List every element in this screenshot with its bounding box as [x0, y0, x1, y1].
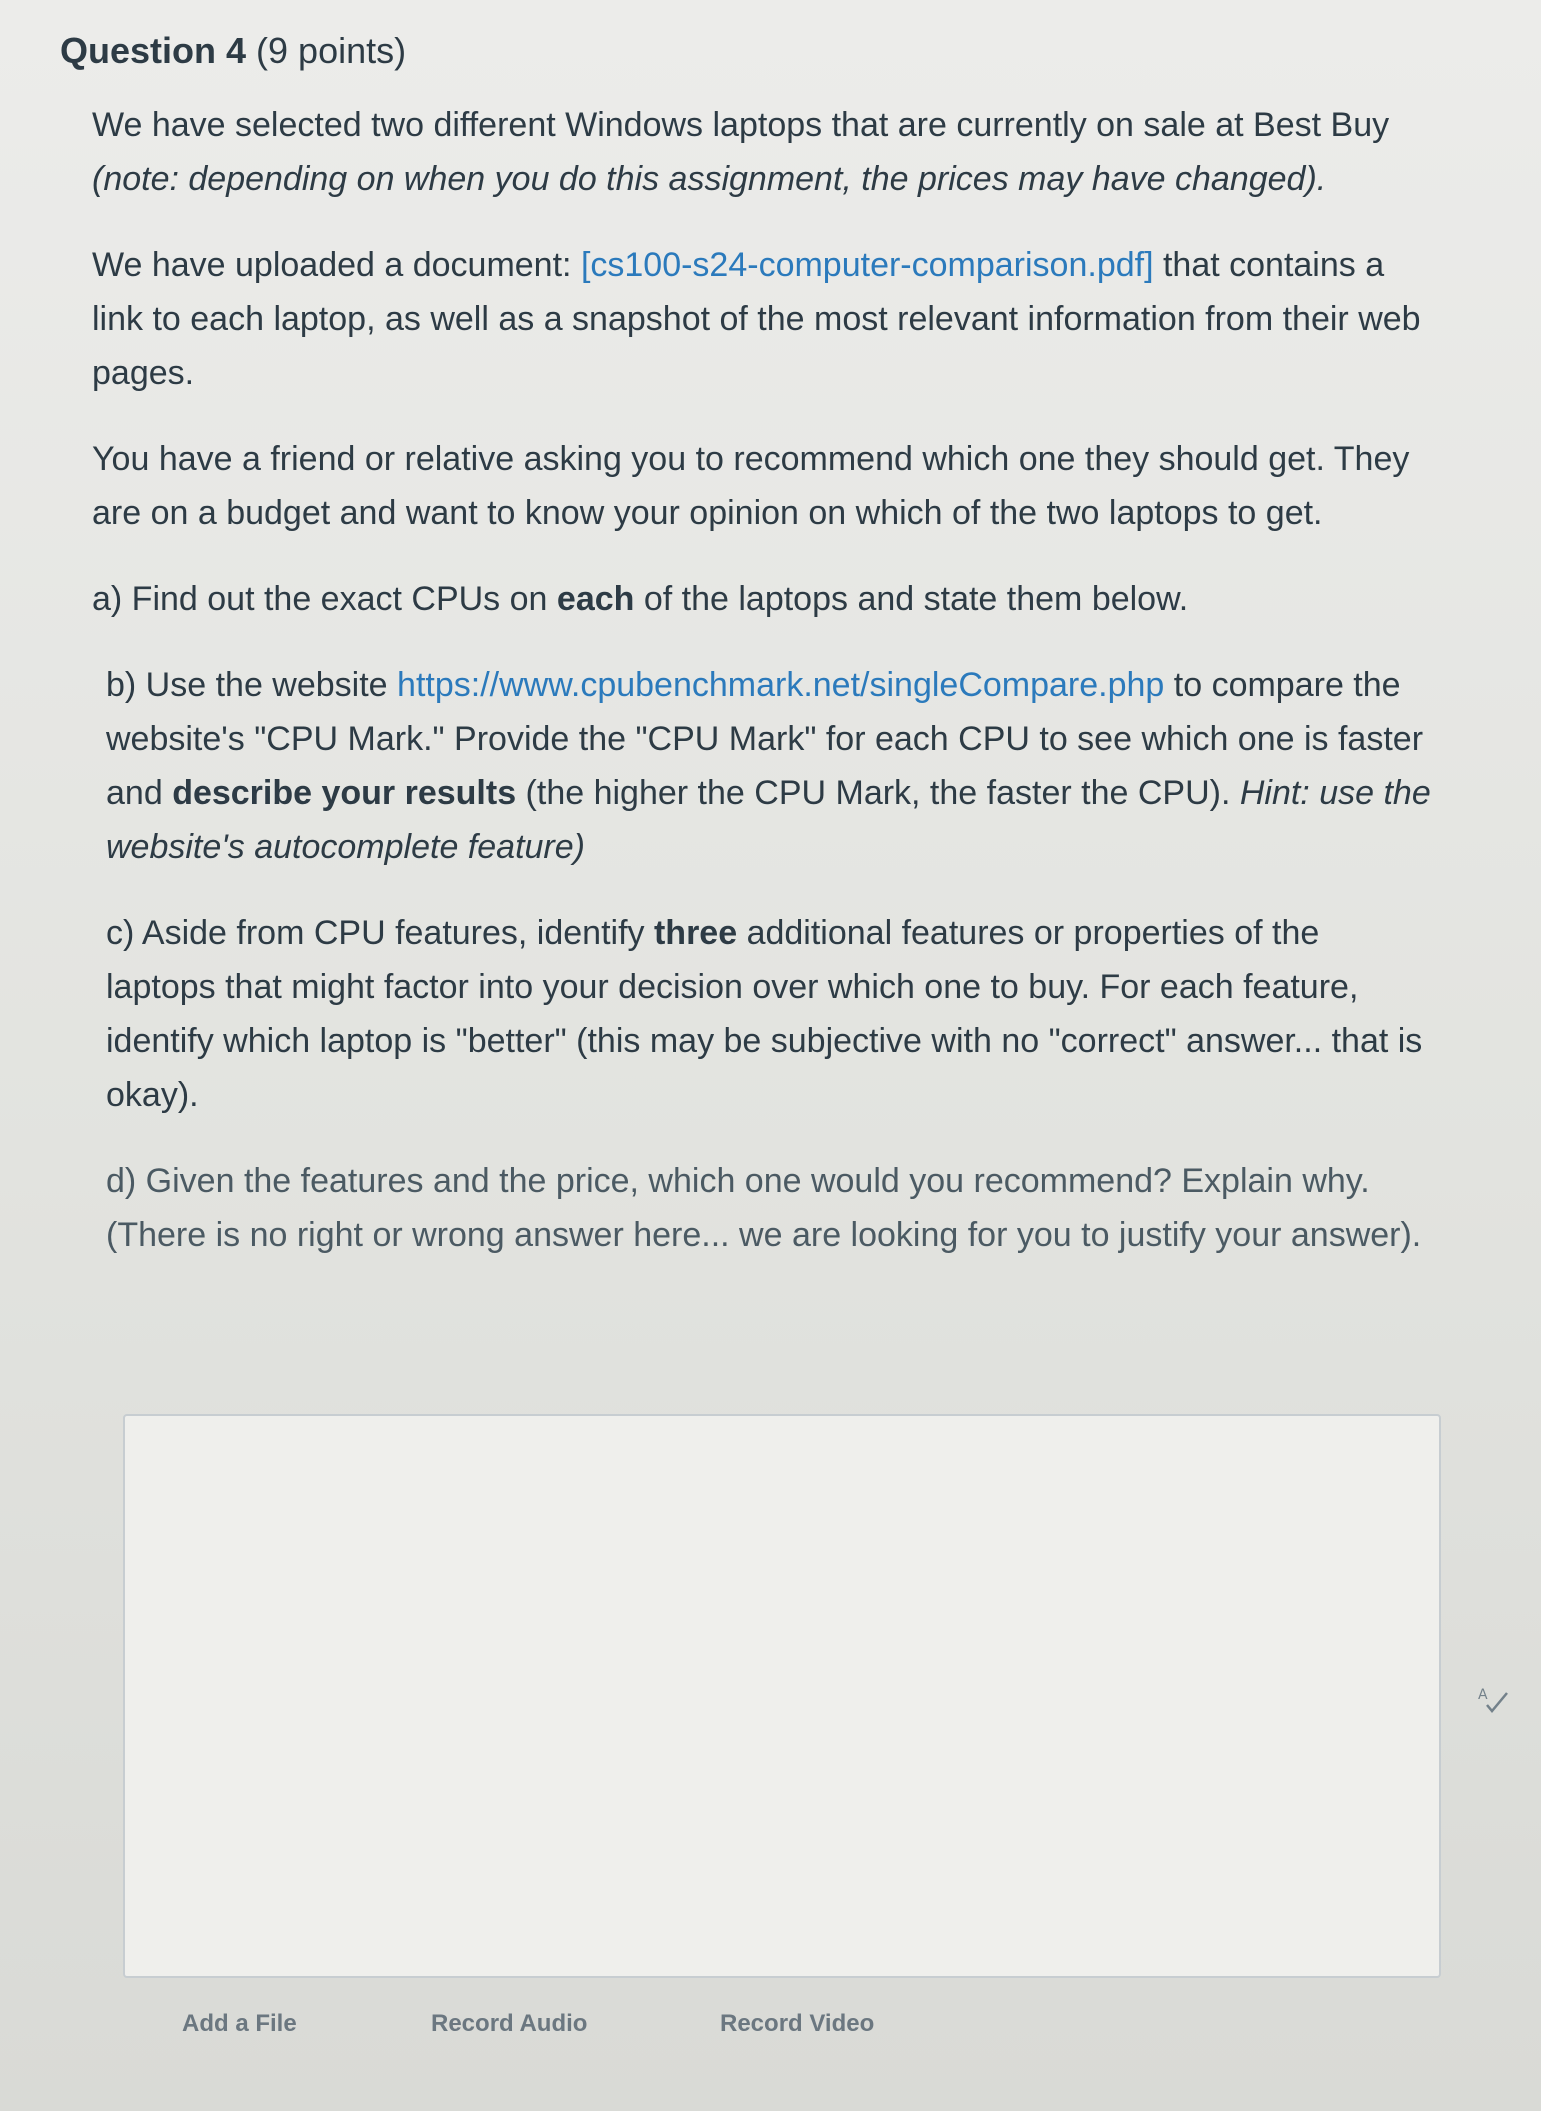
intro-paragraph-2	[92, 238, 1432, 400]
question-body	[92, 98, 1432, 1294]
intro-text-2-prefix: We have uploaded a document:	[92, 246, 581, 284]
part-c-suffix: additional features or properties of the laptops that might factor into your decision over which one to buy. For each feature, identify which laptop is "better" (this may be subjective with no "correct" answer... that is okay).	[106, 914, 1423, 1114]
part-a-bold: each	[556, 580, 635, 618]
spellcheck-icon[interactable]	[1477, 1685, 1511, 1715]
part-a-suffix: of the laptops and state them below.	[634, 580, 1189, 618]
part-a-prefix: a) Find out the exact CPUs on	[92, 580, 557, 618]
part-d	[106, 1154, 1432, 1262]
question-title: Question 4	[60, 30, 247, 71]
cpubenchmark-link[interactable]: https://www.cpubenchmark.net/singleCompare.php	[397, 666, 1165, 704]
part-c-prefix: c) Aside from CPU features, identify	[106, 914, 654, 952]
question-header	[60, 30, 406, 72]
answer-textarea[interactable]	[123, 1414, 1441, 1978]
record-audio-link[interactable]: Record Audio	[431, 2010, 588, 2037]
intro-text-2-suffix: that contains a link to each laptop, as well as a snapshot of the most relevant information from their web pages.	[92, 246, 1421, 392]
part-b-prefix: b) Use the website	[106, 666, 398, 704]
part-a	[92, 572, 1432, 626]
intro-text-3: You have a friend or relative asking you to recommend which one they should get. They are on a budget and want to know your opinion on which of the two laptops to get.	[92, 440, 1410, 532]
part-b-mid: to compare the website's "CPU Mark." Provide the "CPU Mark" for each CPU to see which one is faster and	[106, 666, 1424, 812]
intro-text-1: We have selected two different Windows laptops that are currently on sale at Best Buy	[92, 106, 1390, 144]
document-link[interactable]: [cs100-s24-computer-comparison.pdf]	[580, 246, 1154, 284]
question-points: (9 points)	[256, 30, 407, 71]
part-c-bold: three	[653, 914, 738, 952]
part-c	[106, 906, 1432, 1122]
intro-note: (note: depending on when you do this assignment, the prices may have changed).	[92, 160, 1327, 198]
intro-paragraph-1	[92, 98, 1432, 206]
intro-paragraph-3	[92, 432, 1432, 540]
part-b	[106, 658, 1432, 874]
part-d-text: d) Given the features and the price, which one would you recommend? Explain why. (There is no right or wrong answer here... we are looking for you to justify your answer).	[106, 1162, 1422, 1254]
part-b-after: (the higher the CPU Mark, the faster the CPU).	[516, 774, 1240, 812]
record-video-link[interactable]: Record Video	[720, 2010, 875, 2037]
part-b-hint: Hint: use the website's autocomplete feature)	[106, 774, 1431, 866]
add-file-link[interactable]: Add a File	[182, 2010, 297, 2037]
part-b-bold: describe your results	[172, 774, 517, 812]
svg-text:A: A	[1478, 1687, 1488, 1703]
